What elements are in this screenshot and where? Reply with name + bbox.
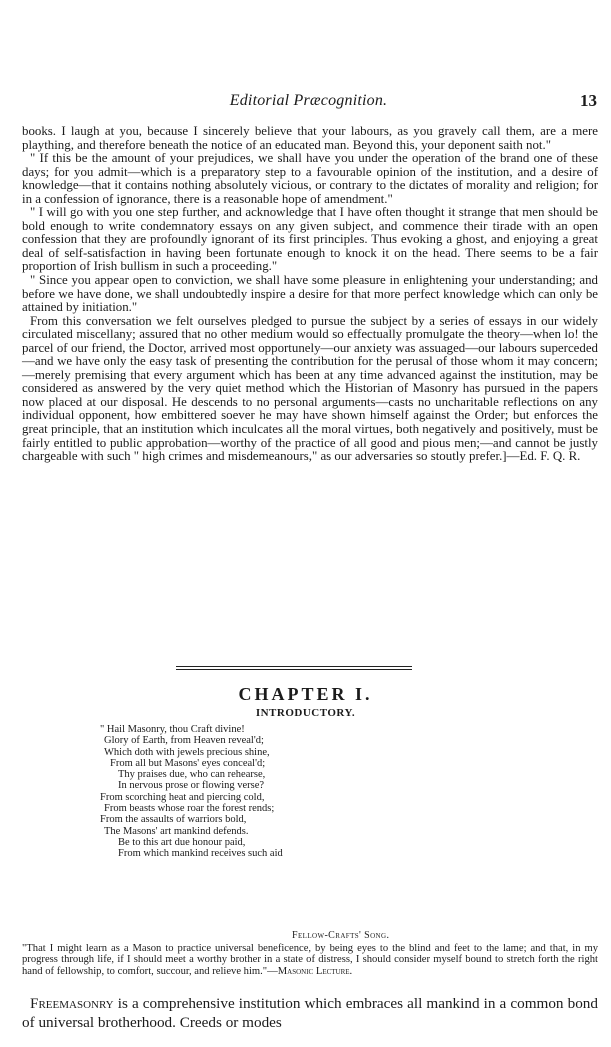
paragraph: " I will go with you one step further, and acknowledge that I have often thought it strange that men should be bold enough to write condemnatory essays on any given subject, and commence their tirade with an open confession that they are profoundly ignorant of its first principles. Thus evoking a ghost, and enjoying a great deal of self-satisfaction in having been fortunate enough to knock it on the head. There seems to be a fair proportion of Irish bullism in such a proceeding." xyxy=(22,205,598,274)
poem-line: From beasts whose roar the forest rends; xyxy=(104,803,275,815)
poem-line: Be to this art due honour paid, xyxy=(118,836,246,848)
page-number: 13 xyxy=(580,91,597,110)
poem-line: From which mankind receives such aid xyxy=(118,848,283,860)
poem-line: Thy praises due, who can rehearse, xyxy=(118,769,266,781)
running-title: Editorial Præcognition. xyxy=(229,92,388,109)
poem-line: The Masons' art mankind defends. xyxy=(104,825,249,837)
paragraph: " If this be the amount of your prejudices, we shall have you under the operation of the brand one of these days; for you admit—which is a preparatory step to a favourable opinion of the institution, and a desire of knowledge—that it contains nothing absolutely vicious, or contrary to the dictates of morality and religion; for in a confession of ignorance, there is a reasonable hope of amendment." xyxy=(22,151,598,206)
poem-line: In nervous prose or flowing verse? xyxy=(118,780,265,792)
paragraph: " Since you appear open to conviction, we shall have some pleasure in enlightening your understanding; and before we have done, we shall undoubtedly inspire a desire for that more perfect knowledge which can only be attained by initiation." xyxy=(22,273,598,315)
opening-lead-word: Freemasonry xyxy=(30,995,114,1012)
paragraph: books. I laugh at you, because I sincerely believe that your labours, as you gravely call them, are a mere plaything, and therefore beneath the notice of an educated man. Beyond this, your deponent saith not." xyxy=(22,124,598,152)
section-divider xyxy=(176,666,412,667)
lecture-attribution: Masonic Lecture. xyxy=(277,965,353,977)
poem-line: Glory of Earth, from Heaven reveal'd; xyxy=(104,735,264,747)
running-header xyxy=(20,92,597,112)
lecture-text: "That I might learn as a Mason to practice universal beneficence, by being eyes to the blind and feet to the lame; and that, in my progress through life, if I should meet a worthy brother in a state of distress, I should consider myself bound to stretch forth the right hand of fellowship, to comfort, succour, and relieve him."— xyxy=(22,943,598,977)
chapter-title: CHAPTER I. xyxy=(238,684,373,704)
poem-line: Which doth with jewels precious shine, xyxy=(104,746,270,758)
poem-line: From scorching heat and piercing cold, xyxy=(100,791,265,803)
chapter-opening-paragraph xyxy=(22,995,598,1032)
poem-line: " Hail Masonry, thou Craft divine! xyxy=(100,724,245,735)
poem-line: From all but Masons' eyes conceal'd; xyxy=(110,757,266,769)
epigraph-lecture xyxy=(22,943,598,977)
section-divider xyxy=(176,669,412,670)
opening-text: is a comprehensive institution which embraces all mankind in a common bond of universal brotherhood. Creeds or modes xyxy=(22,995,598,1031)
epigraph-poem xyxy=(100,724,283,860)
poem-line: From the assaults of warriors bold, xyxy=(100,814,247,826)
paragraph: From this conversation we felt ourselves pledged to pursue the subject by a series of essays in our widely circulated miscellany; assured that no other medium would so effectually promulgate the theory—when lo! the parcel of our friend, the Doctor, arrived most opportunely—our anxiety was assuaged—our labours superceded—and we have only the easy task of presenting the contribution for the perusal of those whom it may concern;—merely premising that every argument which has been at any time advanced against the institution, may be considered as answered by the very quiet method which the Historian of Masonry has pursued in the papers now placed at our disposal. He descends to no personal arguments—casts no uncharitable reflections on any individual opponent, how embittered soever he may have shown himself against the Order; but enforces the great principle, that an institution which inculcates all the moral virtues, both negatively and positively, must be fairly entitled to public approbation—worthy of the practice of all good and pious men;—and cannot be justly chargeable with such " high crimes and misdemeanours," as our adversaries so stoutly prefer.]—Ed. F. Q. R. xyxy=(22,313,598,464)
poem-attribution: Fellow-Crafts' Song. xyxy=(292,930,390,941)
chapter-subtitle: INTRODUCTORY. xyxy=(255,707,356,719)
editorial-text xyxy=(22,125,598,464)
